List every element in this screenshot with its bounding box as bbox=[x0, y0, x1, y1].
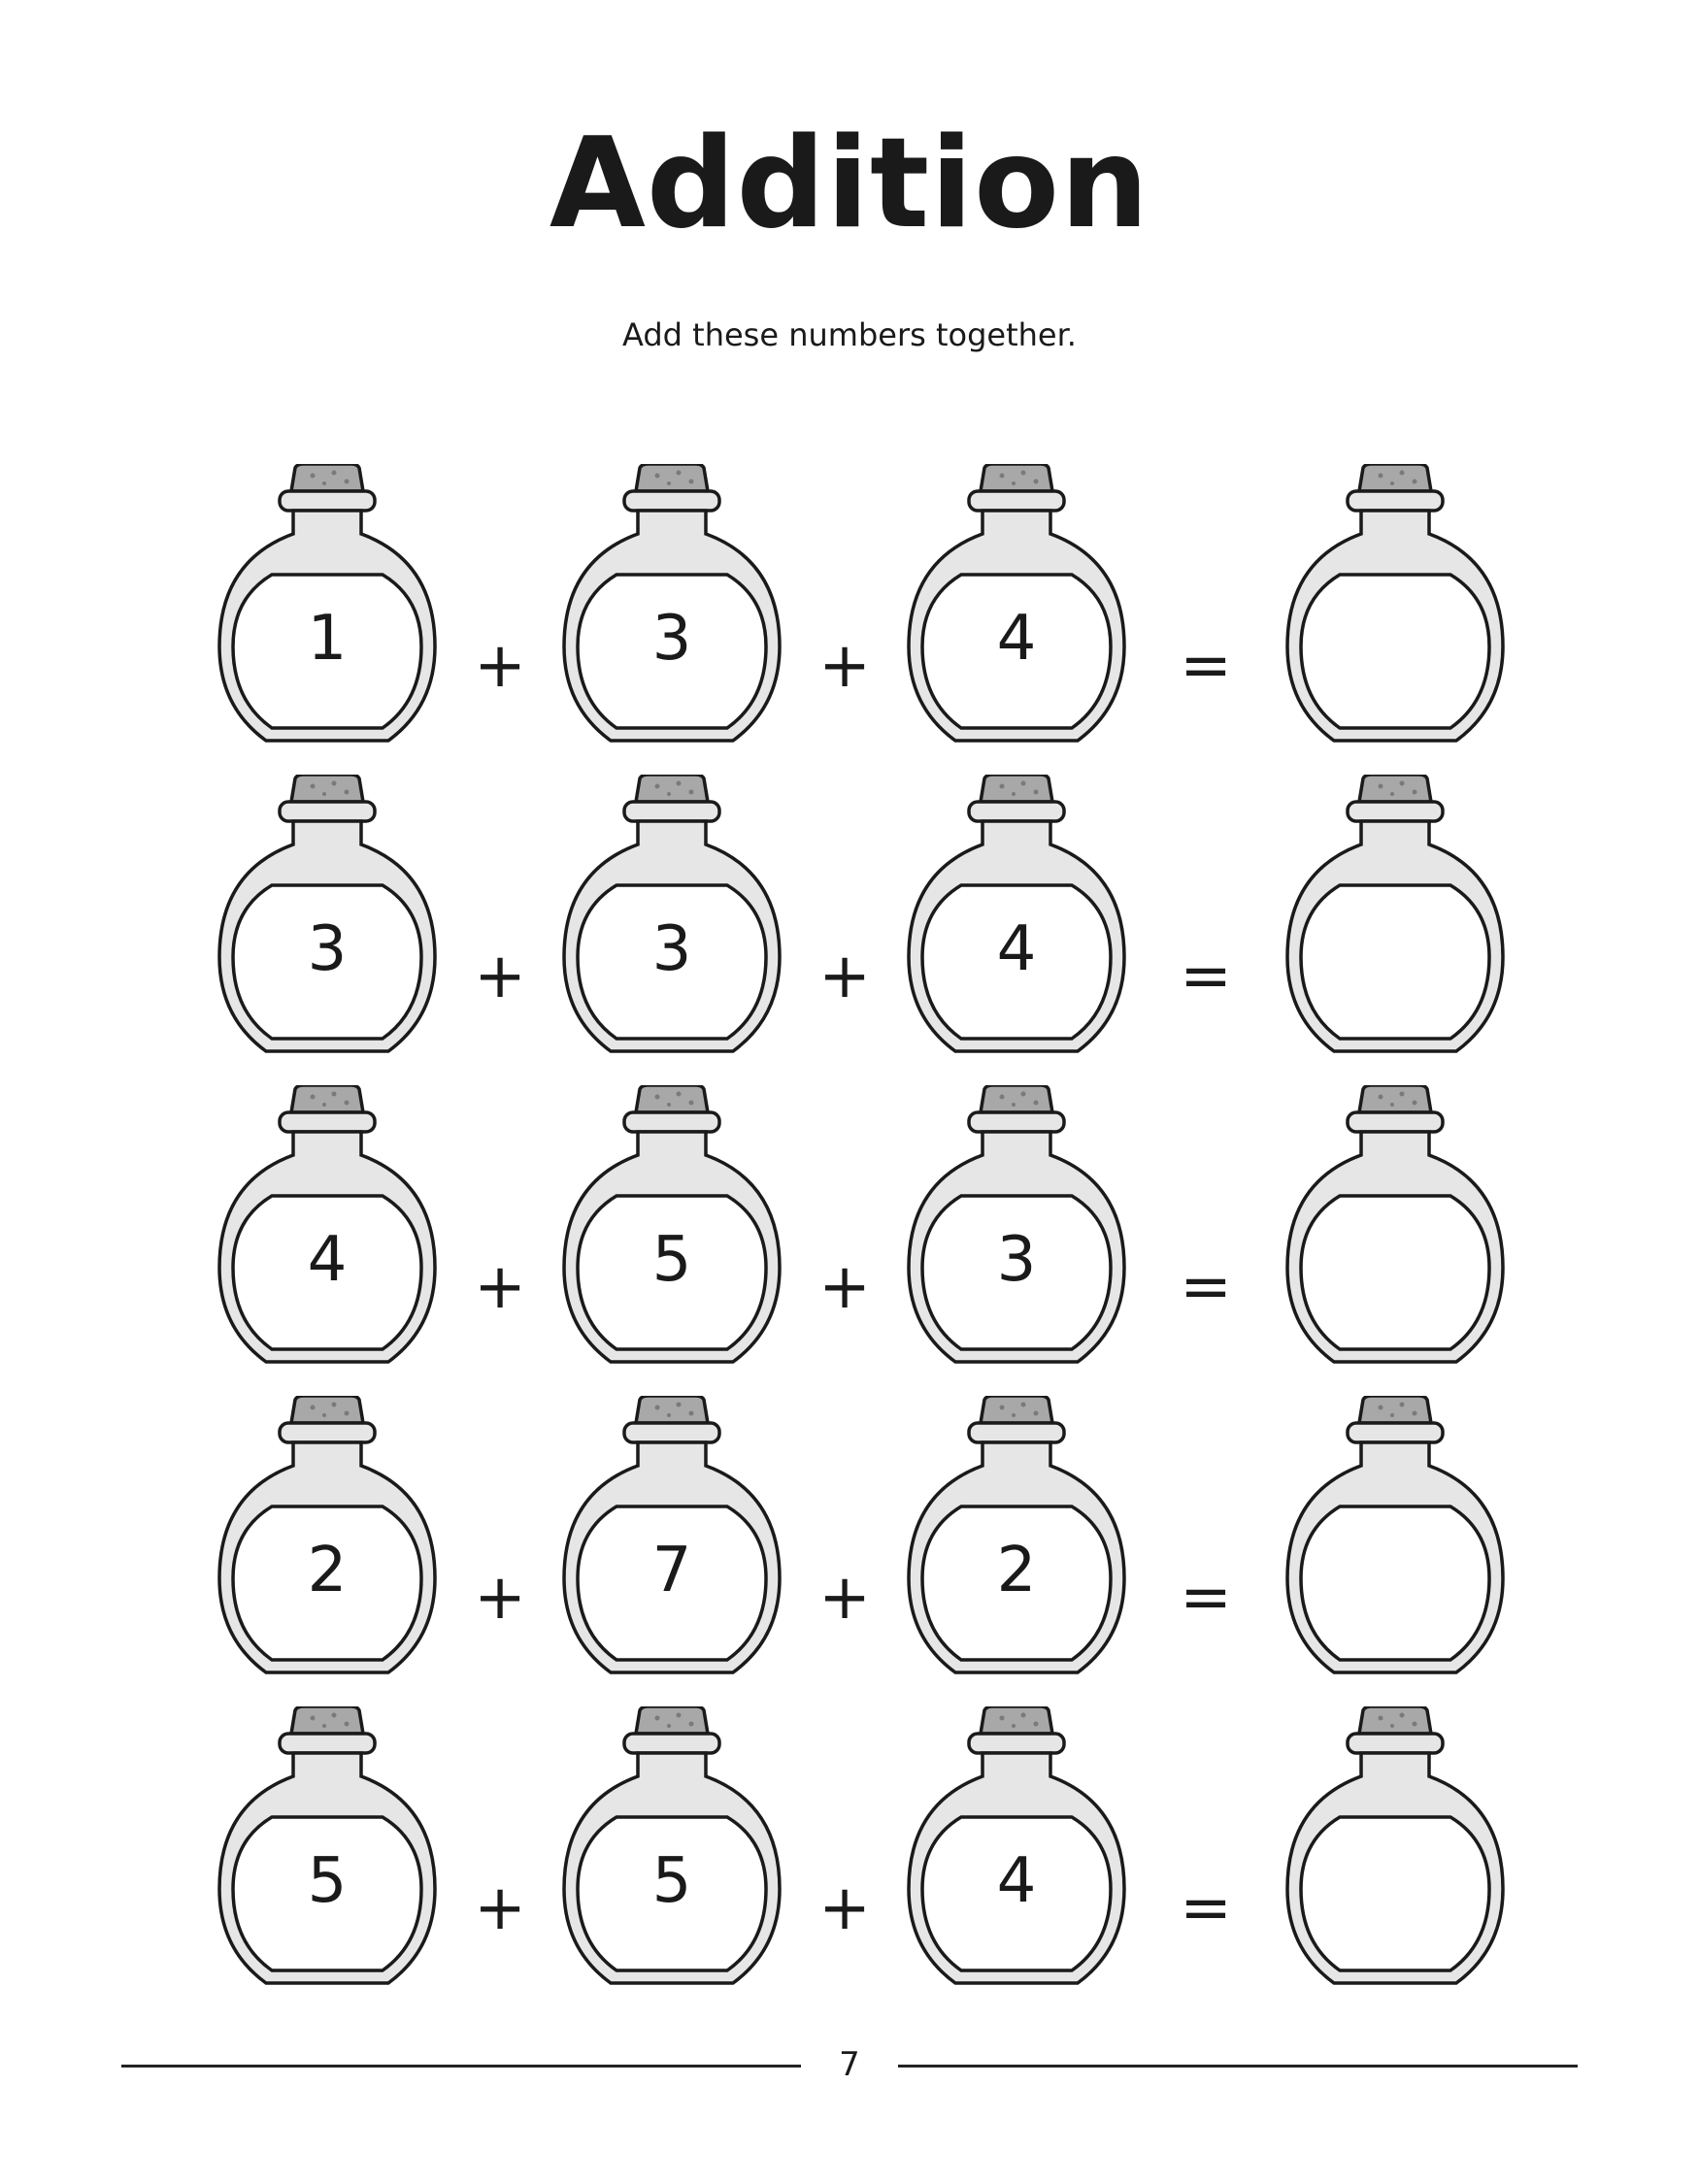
answer-bottle[interactable] bbox=[1283, 1706, 1507, 1988]
problem-row bbox=[0, 1396, 1699, 1677]
answer-bottle[interactable] bbox=[1283, 1396, 1507, 1677]
addend-number: 2 bbox=[307, 1535, 348, 1606]
addend-bottle bbox=[905, 1706, 1128, 1988]
plus-operator: + bbox=[474, 1562, 526, 1634]
addend-number: 4 bbox=[996, 913, 1037, 985]
addend-bottle bbox=[560, 1396, 783, 1677]
equals-operator: = bbox=[1180, 630, 1232, 702]
plus-operator: + bbox=[818, 630, 871, 702]
answer-bottle-icon bbox=[1283, 464, 1507, 745]
addend-number: 5 bbox=[651, 1224, 692, 1296]
instruction-text: Add these numbers together. bbox=[622, 316, 1077, 353]
addend-bottle bbox=[905, 1085, 1128, 1367]
answer-bottle[interactable] bbox=[1283, 1085, 1507, 1367]
answer-bottle-icon bbox=[1283, 1085, 1507, 1367]
problem-row bbox=[0, 775, 1699, 1056]
addend-bottle bbox=[560, 464, 783, 745]
page-number: 7 bbox=[839, 2045, 860, 2084]
addend-number: 5 bbox=[307, 1845, 348, 1917]
addend-bottle bbox=[560, 1706, 783, 1988]
addend-number: 2 bbox=[996, 1535, 1037, 1606]
answer-bottle-icon bbox=[1283, 1706, 1507, 1988]
addend-bottle bbox=[216, 1706, 439, 1988]
answer-bottle-icon bbox=[1283, 1396, 1507, 1677]
plus-operator: + bbox=[818, 941, 871, 1012]
addend-number: 4 bbox=[996, 603, 1037, 675]
addend-number: 3 bbox=[651, 913, 692, 985]
footer-rule-right bbox=[898, 2065, 1578, 2068]
answer-bottle-icon bbox=[1283, 775, 1507, 1056]
addend-bottle bbox=[560, 775, 783, 1056]
addend-bottle bbox=[216, 775, 439, 1056]
problem-row bbox=[0, 464, 1699, 745]
addend-bottle bbox=[905, 1396, 1128, 1677]
addend-number: 3 bbox=[996, 1224, 1037, 1296]
addend-bottle bbox=[560, 1085, 783, 1367]
plus-operator: + bbox=[474, 630, 526, 702]
footer-rule-left bbox=[121, 2065, 801, 2068]
equals-operator: = bbox=[1180, 1562, 1232, 1634]
problem-row bbox=[0, 1085, 1699, 1367]
plus-operator: + bbox=[818, 1872, 871, 1944]
addend-number: 5 bbox=[651, 1845, 692, 1917]
addend-number: 1 bbox=[307, 603, 348, 675]
addend-bottle bbox=[216, 1396, 439, 1677]
plus-operator: + bbox=[474, 1872, 526, 1944]
addend-number: 3 bbox=[307, 913, 348, 985]
addend-number: 7 bbox=[651, 1535, 692, 1606]
plus-operator: + bbox=[818, 1251, 871, 1323]
addend-bottle bbox=[216, 464, 439, 745]
equals-operator: = bbox=[1180, 1251, 1232, 1323]
addend-number: 3 bbox=[651, 603, 692, 675]
plus-operator: + bbox=[818, 1562, 871, 1634]
equals-operator: = bbox=[1180, 941, 1232, 1012]
page-title: Addition bbox=[549, 112, 1150, 256]
addend-bottle bbox=[216, 1085, 439, 1367]
addend-number: 4 bbox=[996, 1845, 1037, 1917]
problem-row bbox=[0, 1706, 1699, 1988]
answer-bottle[interactable] bbox=[1283, 775, 1507, 1056]
plus-operator: + bbox=[474, 941, 526, 1012]
equals-operator: = bbox=[1180, 1872, 1232, 1944]
addend-bottle bbox=[905, 464, 1128, 745]
addend-number: 4 bbox=[307, 1224, 348, 1296]
addend-bottle bbox=[905, 775, 1128, 1056]
plus-operator: + bbox=[474, 1251, 526, 1323]
answer-bottle[interactable] bbox=[1283, 464, 1507, 745]
